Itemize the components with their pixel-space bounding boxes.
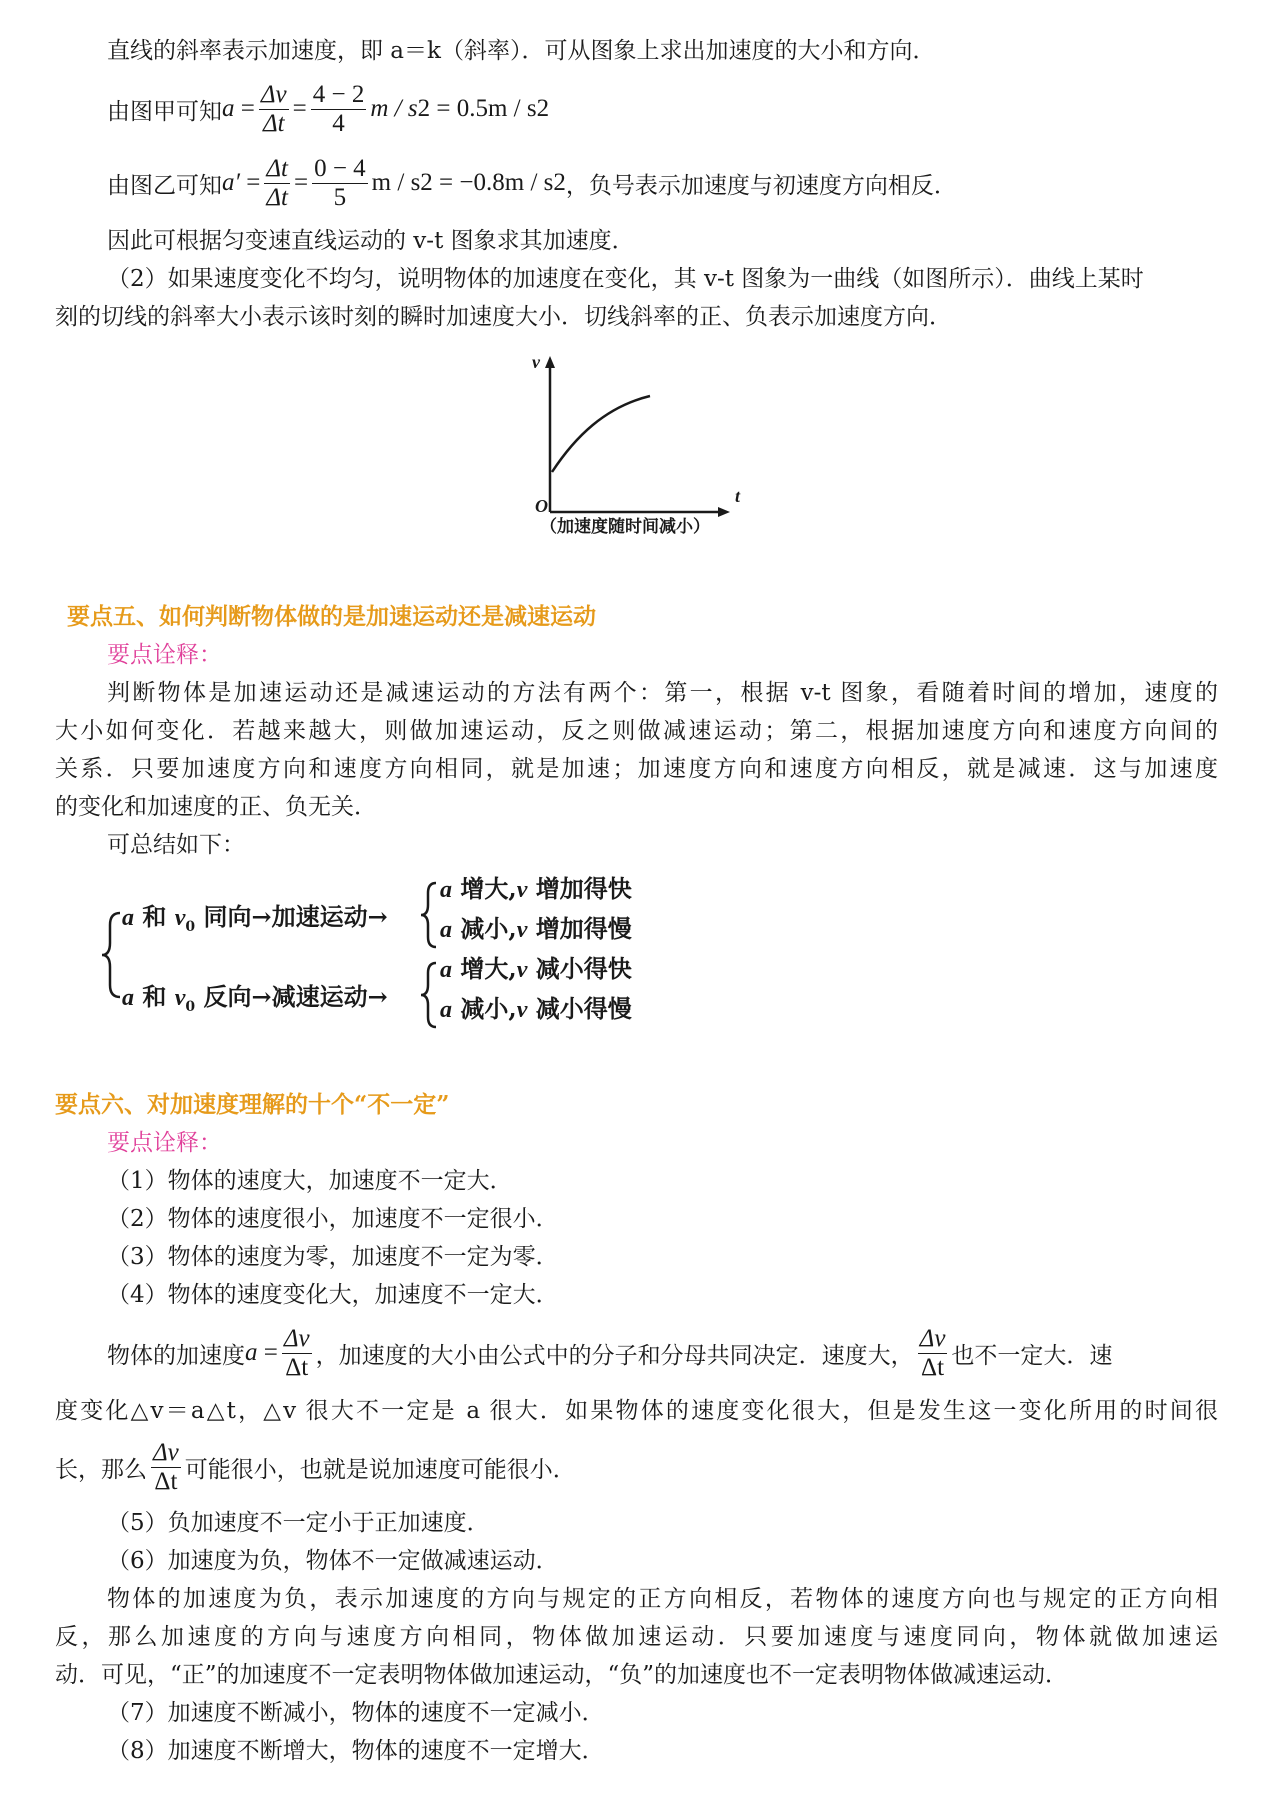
section6-item-8: （8）加速度不断增大，物体的速度不一定增大． [107, 1738, 605, 1764]
equation-jia-fraction-2: $\frac{4 - 2}{4}$ [312, 80, 365, 137]
equation-jia-lhs: a [222, 95, 235, 122]
x-axis-arrow-icon [718, 507, 730, 517]
section6-formula-line-2: 度变化△v＝a△t，△v 很大不一定是 a 很大．如果物体的速度变化很大，但是发生这一变化所用的时间很 [55, 1398, 1218, 1424]
tree-branch-opposite-direction: a 和 $v_0$ 反向→减速运动→ [122, 982, 388, 1015]
section6-para-c: 动．可见，“正”的加速度不一定表明物体做加速运动，“负”的加速度也不一定表明物体做减速运动． [55, 1662, 1069, 1688]
section6-item-1: （1）物体的速度大，加速度不一定大． [107, 1168, 513, 1194]
section6-label: 要点诠释： [107, 1130, 222, 1156]
velocity-curve [552, 396, 650, 472]
section6-item-3: （3）物体的速度为零，加速度不一定为零． [107, 1244, 559, 1270]
tree-leaf-inc-fast: a 增大,v 增加得快 [440, 874, 632, 903]
y-axis-arrow-icon [545, 356, 555, 368]
intro-line-4: 因此可根据匀变速直线运动的 v-t 图象求其加速度． [107, 228, 635, 254]
x-axis-label: t [735, 486, 741, 506]
main-brace-icon [102, 913, 120, 997]
accel-formula-fraction: $\frac{\Delta v}{\Delta t}$ [283, 1324, 310, 1381]
motion-classification-tree [100, 875, 700, 1035]
equation-jia-fraction-1: $\frac{\Delta v}{\Delta t}$ [260, 80, 287, 137]
equation-jia-prefix: 由图甲可知 [107, 98, 222, 125]
intro-line-6: 刻的切线的斜率大小表示该时刻的瞬时加速度大小．切线斜率的正、负表示加速度方向． [55, 304, 952, 330]
equation-yi-lhs: a′ [222, 169, 240, 196]
equation-jia-result: 0.5m / s [456, 95, 537, 122]
tree-branch-same-direction: a 和 $v_0$ 同向→加速运动→ [122, 902, 388, 935]
section6-item-6: （6）加速度为负，物体不一定做减速运动． [107, 1548, 559, 1574]
section5-summary: 可总结如下： [107, 832, 245, 858]
section5-heading: 要点五、如何判断物体做的是加速运动还是减速运动 [67, 603, 596, 630]
tree-leaf-dec-slow: a 减小,v 减小得慢 [440, 994, 632, 1023]
equation-yi-fraction-1: $\frac{\Delta t}{\Delta t}$ [266, 154, 288, 211]
section5-para-1: 判断物体是加速运动还是减速运动的方法有两个：第一，根据 v-t 图象，看随着时间的增加，速度的 [107, 680, 1218, 706]
equation-yi-result: −0.8m / s [459, 169, 554, 196]
upper-brace-icon [421, 883, 436, 947]
section6-heading: 要点六、对加速度理解的十个“不一定” [55, 1091, 450, 1118]
equation-yi-prefix: 由图乙可知 [107, 172, 222, 199]
equation-yi: 由图乙可知 a′ = $\frac{\Delta t}{\Delta t}$ = $\frac{0 - 4}{5}$ m / s 2 = −0.8m / s 2 ，负号表示加速度与初速度方向相反． [107, 154, 957, 211]
intro-line-5: （2）如果速度变化不均匀，说明物体的加速度在变化，其 v-t 图象为一曲线（如图所示）．曲线上某时 [107, 266, 1144, 292]
section5-para-2: 大小如何变化．若越来越大，则做加速运动，反之则做减速运动；第二，根据加速度方向和速度方向间的 [55, 718, 1218, 744]
section6-para-b: 反，那么加速度的方向与速度方向相同，物体做加速运动．只要加速度与速度同向，物体就做加速运 [55, 1624, 1218, 1650]
tree-leaf-dec-fast: a 增大,v 减小得快 [440, 954, 632, 983]
equation-yi-suffix: ，负号表示加速度与初速度方向相反． [565, 172, 957, 199]
section5-para-3: 关系．只要加速度方向和速度方向相同，就是加速；加速度方向和速度方向相反，就是减速．这与加速度 [55, 756, 1218, 782]
section6-para-a: 物体的加速度为负，表示加速度的方向与规定的正方向相反，若物体的速度方向也与规定的正方向相 [107, 1586, 1218, 1612]
equation-yi-unit: m / s [371, 169, 421, 196]
section6-item-7: （7）加速度不断减小，物体的速度不一定减小． [107, 1700, 605, 1726]
section5-para-4: 的变化和加速度的正、负无关． [55, 794, 377, 820]
figure-caption: （加速度随时间减小） [540, 517, 710, 537]
lower-brace-icon [421, 963, 436, 1027]
section6-formula-line: 物体的加速度 a = $\frac{\Delta v}{\Delta t}$ ，加速度的大小由公式中的分子和分母共同决定．速度大， $\frac{\Delta v}{\Delta t}$ 也不一定大．速 [107, 1324, 1113, 1381]
y-axis-label: v [532, 352, 540, 372]
delta-v-over-delta-t-fraction: $\frac{\Delta v}{\Delta t}$ [919, 1324, 946, 1381]
vt-curve-figure [530, 352, 760, 542]
ratio-fraction: $\frac{\Delta v}{\Delta t}$ [153, 1438, 179, 1495]
tree-leaf-inc-slow: a 减小,v 增加得慢 [440, 914, 632, 943]
intro-line-1: 直线的斜率表示加速度，即 a＝k（斜率）．可从图象上求出加速度的大小和方向． [107, 38, 936, 64]
equation-yi-fraction-2: $\frac{0 - 4}{5}$ [314, 154, 366, 211]
section6-item-4: （4）物体的速度变化大，加速度不一定大． [107, 1282, 559, 1308]
section5-label: 要点诠释： [107, 642, 222, 668]
origin-label: O [535, 496, 548, 516]
equation-jia: 由图甲可知 a = $\frac{\Delta v}{\Delta t}$ = $\frac{4 - 2}{4}$ m / s 2 = 0.5m / s 2 [107, 80, 550, 137]
equation-jia-unit: m / s [370, 95, 418, 122]
section6-item-2: （2）物体的速度很小，加速度不一定很小． [107, 1206, 559, 1232]
section6-formula-line-3: 长，那么 $\frac{\Delta v}{\Delta t}$ 可能很小，也就是说加速度可能很小． [55, 1438, 576, 1495]
section6-item-5: （5）负加速度不一定小于正加速度． [107, 1510, 490, 1536]
